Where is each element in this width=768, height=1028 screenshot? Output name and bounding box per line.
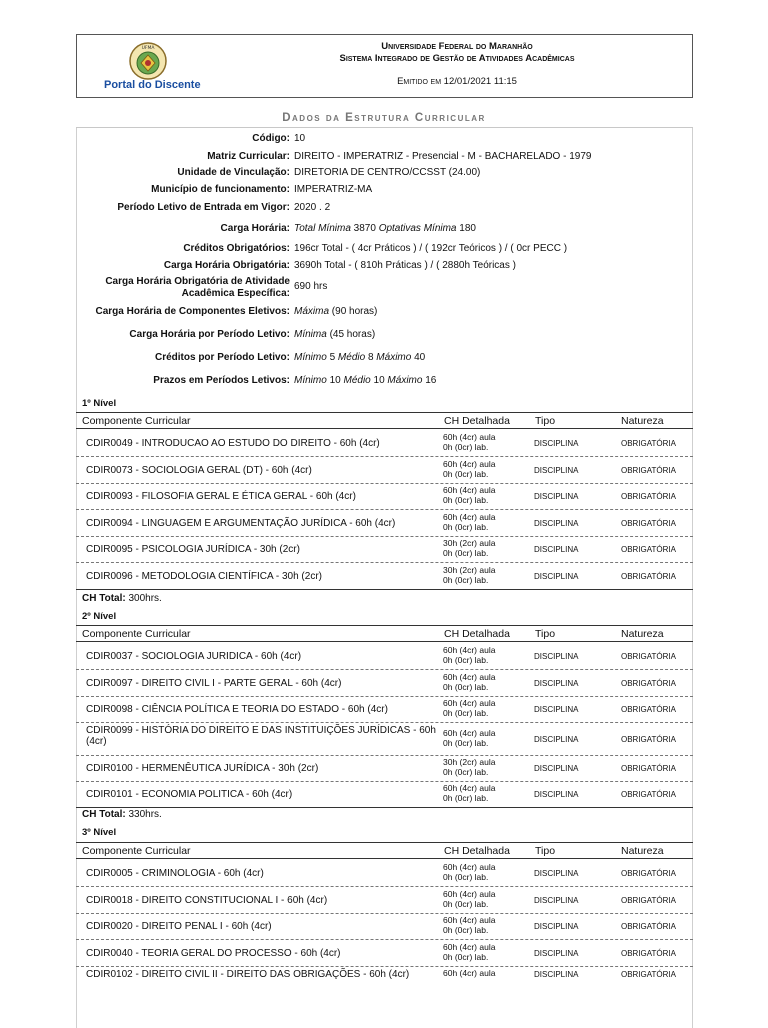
course-name: CDIR0102 - DIREITO CIVIL II - DIREITO DAS OBRIGAÇÕES - 60h (4cr)	[86, 969, 410, 980]
course-natureza: OBRIGATÓRIA	[621, 572, 676, 581]
course-natureza: OBRIGATÓRIA	[621, 922, 676, 931]
info-value: 10	[294, 133, 306, 144]
course-natureza: OBRIGATÓRIA	[621, 764, 676, 773]
course-tipo: DISCIPLINA	[534, 790, 579, 799]
ch-detalhada: 30h (2cr) aula 0h (0cr) lab.	[443, 757, 496, 777]
course-tipo: DISCIPLINA	[534, 492, 579, 501]
course-tipo: DISCIPLINA	[534, 764, 579, 773]
info-label: Créditos por Período Letivo:	[154, 352, 290, 363]
course-name: CDIR0037 - SOCIOLOGIA JURIDICA - 60h (4cr)	[86, 651, 302, 662]
system-name: Sistema Integrado de Gestão de Atividades Acadêmicas	[339, 53, 575, 64]
ch-detalhada: 60h (4cr) aula 0h (0cr) lab.	[443, 915, 496, 935]
ch-detalhada: 30h (2cr) aula 0h (0cr) lab.	[443, 565, 496, 585]
info-value: 690 hrs	[294, 281, 328, 292]
course-name: CDIR0094 - LINGUAGEM E ARGUMENTAÇÃO JURÍDICA - 60h (4cr)	[86, 518, 396, 529]
nivel-title: 3º Nível	[82, 827, 117, 838]
ch-total: CH Total: 330hrs.	[82, 809, 162, 820]
info-value: 3690h Total - ( 810h Práticas ) / ( 2880h Teóricas )	[294, 260, 516, 271]
col-natureza: Natureza	[621, 628, 664, 640]
table-row	[76, 888, 693, 914]
ch-detalhada: 60h (4cr) aula 0h (0cr) lab.	[443, 783, 496, 803]
course-name: CDIR0005 - CRIMINOLOGIA - 60h (4cr)	[86, 868, 264, 879]
info-value: DIRETORIA DE CENTRO/CCSST (24.00)	[294, 167, 481, 178]
ch-detalhada: 60h (4cr) aula 0h (0cr) lab.	[443, 728, 496, 748]
info-label: Créditos Obrigatórios:	[183, 243, 290, 254]
course-natureza: OBRIGATÓRIA	[621, 896, 676, 905]
table-row	[76, 697, 693, 723]
course-name: CDIR0098 - CIÊNCIA POLÍTICA E TEORIA DO ESTADO - 60h (4cr)	[86, 704, 388, 715]
info-label: Prazos em Períodos Letivos:	[153, 375, 290, 386]
col-natureza: Natureza	[621, 845, 664, 857]
info-label: Código:	[252, 133, 290, 144]
info-label: Carga Horária por Período Letivo:	[129, 329, 290, 340]
course-natureza: OBRIGATÓRIA	[621, 970, 676, 979]
course-tipo: DISCIPLINA	[534, 466, 579, 475]
info-label: Carga Horária Obrigatória de Atividade Acadêmica Específica:	[105, 276, 290, 299]
course-name: CDIR0099 - HISTÓRIA DO DIREITO E DAS INSTITUIÇÕES JURÍDICAS - 60h (4cr)	[86, 725, 436, 747]
col-componente: Componente Curricular	[82, 415, 191, 427]
table-row	[76, 724, 693, 756]
university-name: Universidade Federal do Maranhão	[381, 41, 533, 52]
course-tipo: DISCIPLINA	[534, 519, 579, 528]
course-name: CDIR0101 - ECONOMIA POLITICA - 60h (4cr)	[86, 789, 293, 800]
info-value: Mínima (45 horas)	[294, 329, 376, 340]
info-value: Máxima (90 horas)	[294, 306, 378, 317]
info-label: Município de funcionamento:	[151, 184, 290, 195]
ch-detalhada: 30h (2cr) aula 0h (0cr) lab.	[443, 538, 496, 558]
course-natureza: OBRIGATÓRIA	[621, 439, 676, 448]
course-name: CDIR0020 - DIREITO PENAL I - 60h (4cr)	[86, 921, 272, 932]
course-name: CDIR0096 - METODOLOGIA CIENTÍFICA - 30h (2cr)	[86, 571, 322, 582]
course-natureza: OBRIGATÓRIA	[621, 519, 676, 528]
table-row	[76, 861, 693, 887]
col-ch: CH Detalhada	[444, 415, 510, 427]
course-tipo: DISCIPLINA	[534, 572, 579, 581]
table-header	[76, 842, 693, 859]
info-label: Matriz Curricular:	[207, 151, 290, 162]
ufma-logo-icon	[128, 41, 168, 81]
ch-detalhada: 60h (4cr) aula 0h (0cr) lab.	[443, 862, 496, 882]
info-label: Carga Horária Obrigatória:	[163, 260, 290, 271]
ch-detalhada: 60h (4cr) aula 0h (0cr) lab.	[443, 698, 496, 718]
ch-detalhada: 60h (4cr) aula 0h (0cr) lab.	[443, 432, 496, 452]
table-row	[76, 537, 693, 563]
course-tipo: DISCIPLINA	[534, 869, 579, 878]
col-componente: Componente Curricular	[82, 628, 191, 640]
col-tipo: Tipo	[535, 415, 556, 427]
table-row	[76, 756, 693, 782]
table-row	[76, 941, 693, 967]
info-value: IMPERATRIZ-MA	[294, 184, 373, 195]
course-tipo: DISCIPLINA	[534, 922, 579, 931]
table-row	[76, 914, 693, 940]
course-natureza: OBRIGATÓRIA	[621, 869, 676, 878]
course-tipo: DISCIPLINA	[534, 679, 579, 688]
table-row	[76, 967, 693, 989]
course-natureza: OBRIGATÓRIA	[621, 466, 676, 475]
ch-total: CH Total: 300hrs.	[82, 593, 162, 604]
table-row	[76, 782, 693, 808]
report-header	[76, 34, 693, 98]
nivel-title: 2º Nível	[82, 611, 117, 622]
ch-detalhada: 60h (4cr) aula	[443, 968, 496, 978]
col-ch: CH Detalhada	[444, 628, 510, 640]
course-tipo: DISCIPLINA	[534, 439, 579, 448]
table-row	[76, 484, 693, 510]
course-name: CDIR0097 - DIREITO CIVIL I - PARTE GERAL - 60h (4cr)	[86, 678, 342, 689]
ch-detalhada: 60h (4cr) aula 0h (0cr) lab.	[443, 889, 496, 909]
course-natureza: OBRIGATÓRIA	[621, 492, 676, 501]
course-name: CDIR0093 - FILOSOFIA GERAL E ÉTICA GERAL - 60h (4cr)	[86, 491, 356, 502]
course-tipo: DISCIPLINA	[534, 652, 579, 661]
table-row	[76, 431, 693, 457]
ch-detalhada: 60h (4cr) aula 0h (0cr) lab.	[443, 942, 496, 962]
course-tipo: DISCIPLINA	[534, 545, 579, 554]
course-name: CDIR0073 - SOCIOLOGIA GERAL (DT) - 60h (4cr)	[86, 465, 312, 476]
course-tipo: DISCIPLINA	[534, 896, 579, 905]
course-tipo: DISCIPLINA	[534, 949, 579, 958]
section-title: Dados da Estrutura Curricular	[282, 112, 486, 124]
ch-detalhada: 60h (4cr) aula 0h (0cr) lab.	[443, 459, 496, 479]
info-value: Mínimo 10 Médio 10 Máximo 16	[294, 375, 437, 386]
course-name: CDIR0049 - INTRODUCAO AO ESTUDO DO DIREITO - 60h (4cr)	[86, 438, 380, 449]
logo-text: UFMA	[141, 46, 155, 51]
course-name: CDIR0018 - DIREITO CONSTITUCIONAL I - 60h (4cr)	[86, 895, 328, 906]
table-row	[76, 671, 693, 697]
portal-discente-link[interactable]: Portal do Discente	[104, 79, 201, 91]
course-name: CDIR0100 - HERMENÊUTICA JURÍDICA - 30h (2cr)	[86, 763, 319, 774]
col-tipo: Tipo	[535, 845, 556, 857]
info-label: Período Letivo de Entrada em Vigor:	[117, 202, 290, 213]
col-tipo: Tipo	[535, 628, 556, 640]
course-natureza: OBRIGATÓRIA	[621, 790, 676, 799]
ch-detalhada: 60h (4cr) aula 0h (0cr) lab.	[443, 645, 496, 665]
info-value: DIREITO - IMPERATRIZ - Presencial - M - BACHARELADO - 1979	[294, 151, 592, 162]
info-value: Mínimo 5 Médio 8 Máximo 40	[294, 352, 426, 363]
course-natureza: OBRIGATÓRIA	[621, 705, 676, 714]
col-natureza: Natureza	[621, 415, 664, 427]
table-header	[76, 625, 693, 642]
course-natureza: OBRIGATÓRIA	[621, 679, 676, 688]
course-natureza: OBRIGATÓRIA	[621, 545, 676, 554]
course-natureza: OBRIGATÓRIA	[621, 949, 676, 958]
info-label: Unidade de Vinculação:	[177, 167, 290, 178]
ch-detalhada: 60h (4cr) aula 0h (0cr) lab.	[443, 672, 496, 692]
university-title	[227, 41, 687, 65]
info-value: 2020 . 2	[294, 202, 331, 213]
info-value: Total Mínima 3870 Optativas Mínima 180	[294, 223, 476, 234]
info-label: Carga Horária:	[220, 223, 290, 234]
course-tipo: DISCIPLINA	[534, 735, 579, 744]
col-componente: Componente Curricular	[82, 845, 191, 857]
table-row	[76, 564, 693, 590]
info-value: 196cr Total - ( 4cr Práticos ) / ( 192cr Teóricos ) / ( 0cr PECC )	[294, 243, 568, 254]
course-natureza: OBRIGATÓRIA	[621, 652, 676, 661]
course-tipo: DISCIPLINA	[534, 970, 579, 979]
col-ch: CH Detalhada	[444, 845, 510, 857]
table-row	[76, 644, 693, 670]
nivel-title: 1º Nível	[82, 398, 117, 409]
table-row	[76, 511, 693, 537]
table-header	[76, 412, 693, 429]
course-name: CDIR0095 - PSICOLOGIA JURÍDICA - 30h (2cr)	[86, 544, 300, 555]
ch-detalhada: 60h (4cr) aula 0h (0cr) lab.	[443, 512, 496, 532]
course-name: CDIR0040 - TEORIA GERAL DO PROCESSO - 60h (4cr)	[86, 948, 341, 959]
course-natureza: OBRIGATÓRIA	[621, 735, 676, 744]
table-row	[76, 458, 693, 484]
course-tipo: DISCIPLINA	[534, 705, 579, 714]
emission-date: Emitido em 12/01/2021 11:15	[397, 76, 517, 87]
info-label: Carga Horária de Componentes Eletivos:	[95, 306, 290, 317]
ch-detalhada: 60h (4cr) aula 0h (0cr) lab.	[443, 485, 496, 505]
